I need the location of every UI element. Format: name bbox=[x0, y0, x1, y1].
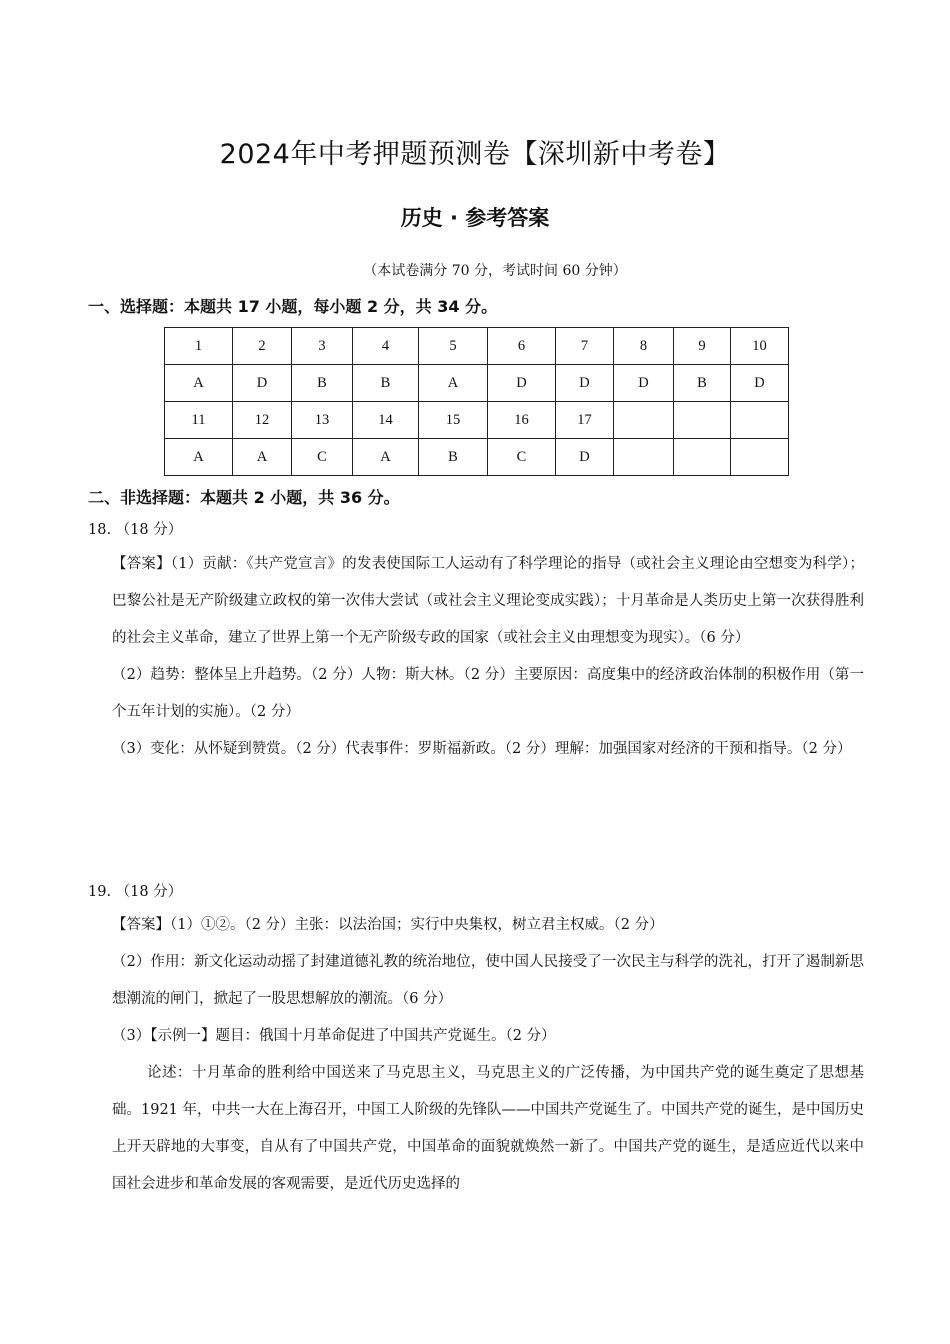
table-cell: D bbox=[488, 365, 556, 402]
question-19-answer bbox=[112, 907, 864, 1203]
table-cell: B bbox=[292, 365, 353, 402]
table-cell: A bbox=[233, 439, 292, 476]
table-cell: 5 bbox=[419, 328, 488, 365]
table-cell bbox=[731, 402, 789, 439]
table-cell: 14 bbox=[353, 402, 419, 439]
table-cell: 3 bbox=[292, 328, 353, 365]
table-cell bbox=[674, 402, 731, 439]
q18-part2: （2）趋势：整体呈上升趋势。（2 分）人物：斯大林。（2 分）主要原因：高度集中的经济政治体制的积极作用（第一个五年计划的实施）。（2 分） bbox=[112, 667, 864, 720]
question-19-label: 19. （18 分） bbox=[88, 884, 183, 900]
table-cell: B bbox=[674, 365, 731, 402]
question-18-label: 18. （18 分） bbox=[88, 522, 183, 538]
table-cell bbox=[674, 439, 731, 476]
q18-part1: 【答案】（1）贡献：《共产党宣言》的发表使国际工人运动有了科学理论的指导（或社会主义理论由空想变为科学）；巴黎公社是无产阶级建立政权的第一次伟大尝试（或社会主义理论变成实践）；十月革命是人类历史上第一次获得胜利的社会主义革命，建立了世界上第一个无产阶级专政的国家（或社会主义由理想变为现实）。（6 分） bbox=[112, 556, 864, 646]
table-cell: 8 bbox=[614, 328, 674, 365]
table-cell: D bbox=[614, 365, 674, 402]
question-18-answer bbox=[112, 546, 864, 768]
table-cell: D bbox=[233, 365, 292, 402]
table-cell bbox=[614, 439, 674, 476]
page-title: 2024年中考押题预测卷【深圳新中考卷】 bbox=[219, 139, 731, 170]
table-cell: C bbox=[292, 439, 353, 476]
table-cell: D bbox=[556, 365, 614, 402]
question-number-row bbox=[165, 328, 789, 365]
table-cell: 1 bbox=[165, 328, 233, 365]
table-cell bbox=[614, 402, 674, 439]
table-cell bbox=[731, 439, 789, 476]
q19-part1: 【答案】（1）①②。（2 分）主张：以法治国；实行中央集权，树立君主权威。（2 分） bbox=[112, 917, 664, 933]
answer-table bbox=[164, 327, 789, 476]
answer-letter-row bbox=[165, 439, 789, 476]
table-cell: 13 bbox=[292, 402, 353, 439]
q19-part3: （3）【示例一】题目：俄国十月革命促进了中国共产党诞生。（2 分） bbox=[112, 1028, 556, 1044]
section1-heading: 一、选择题：本题共 17 小题，每小题 2 分，共 34 分。 bbox=[88, 297, 498, 316]
table-cell: 6 bbox=[488, 328, 556, 365]
table-cell: 12 bbox=[233, 402, 292, 439]
exam-note: （本试卷满分 70 分，考试时间 60 分钟） bbox=[363, 263, 627, 279]
q19-part2: （2）作用：新文化运动动摇了封建道德礼教的统治地位，使中国人民接受了一次民主与科学的洗礼，打开了遏制新思想潮流的闸门，掀起了一股思想解放的潮流。（6 分） bbox=[112, 954, 864, 1007]
table-cell: 17 bbox=[556, 402, 614, 439]
table-cell: 15 bbox=[419, 402, 488, 439]
question-number-row bbox=[165, 402, 789, 439]
table-cell: 2 bbox=[233, 328, 292, 365]
table-cell: C bbox=[488, 439, 556, 476]
table-cell: D bbox=[556, 439, 614, 476]
table-cell: 10 bbox=[731, 328, 789, 365]
table-cell: 7 bbox=[556, 328, 614, 365]
table-cell: 4 bbox=[353, 328, 419, 365]
table-cell: 11 bbox=[165, 402, 233, 439]
table-cell: A bbox=[165, 439, 233, 476]
table-cell: A bbox=[353, 439, 419, 476]
table-cell: B bbox=[419, 439, 488, 476]
q18-part3: （3）变化：从怀疑到赞赏。（2 分）代表事件：罗斯福新政。（2 分）理解：加强国家对经济的干预和指导。（2 分） bbox=[112, 741, 852, 757]
page-subtitle: 历史 · 参考答案 bbox=[400, 206, 550, 230]
table-cell: 9 bbox=[674, 328, 731, 365]
table-cell: A bbox=[165, 365, 233, 402]
q19-part4: 论述：十月革命的胜利给中国送来了马克思主义，马克思主义的广泛传播，为中国共产党的诞生奠定了思想基础。1921 年，中共一大在上海召开，中国工人阶级的先锋队——中国共产党诞生了。中国共产党的诞生，是中国历史上开天辟地的大事变，自从有了中国共产党，中国革命的面貌就焕然一新了。中国共产党的诞生，是适应近代以来中国社会进步和革命发展的客观需要，是近代历史选择的 bbox=[112, 1065, 865, 1192]
section2-heading: 二、非选择题：本题共 2 小题，共 36 分。 bbox=[88, 488, 400, 507]
table-cell: D bbox=[731, 365, 789, 402]
table-cell: 16 bbox=[488, 402, 556, 439]
answer-letter-row bbox=[165, 365, 789, 402]
table-cell: B bbox=[353, 365, 419, 402]
table-cell: A bbox=[419, 365, 488, 402]
